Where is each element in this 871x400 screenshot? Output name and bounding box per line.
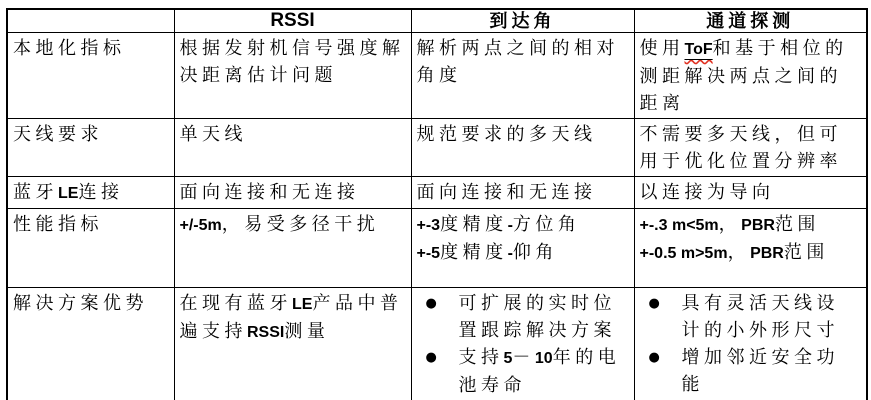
cell-text: 根据发射机信号强度解决距离估计问题 [179, 38, 405, 85]
advantage-list [640, 290, 862, 398]
bullet-icon: ● [648, 350, 660, 365]
table-row [7, 119, 867, 177]
table-cell [174, 288, 411, 400]
cell-text: 在现有蓝牙LE产品中普遍支持RSSI测量 [179, 293, 403, 341]
table-row [7, 177, 867, 209]
table-row [7, 33, 867, 119]
column-header-blank [7, 9, 174, 33]
spellchecked-word: ToF [684, 41, 713, 58]
table-cell [411, 119, 634, 177]
table-cell [411, 33, 634, 119]
table-cell [634, 177, 867, 209]
latin-text: 10 [534, 350, 553, 367]
cell-text: 面向连接和无连接 [179, 182, 360, 202]
bullet-icon: ● [425, 350, 437, 365]
row-label: 解决方案优势 [7, 288, 174, 400]
table-row [7, 209, 867, 288]
cell-text: +-.3 m<5m，PBR范围 [639, 214, 820, 234]
table-cell [174, 119, 411, 177]
list-item: ● 增加邻近安全功能 [640, 344, 862, 398]
bullet-icon: ● [648, 296, 660, 311]
cell-text: 以连接为导向 [639, 182, 775, 202]
cell-text: 单天线 [179, 124, 247, 144]
bullet-icon: ● [425, 296, 437, 311]
column-header-channel-sounding: 通道探测 [634, 9, 867, 33]
row-label: 蓝牙LE连接 [7, 177, 174, 209]
row-label: 天线要求 [7, 119, 174, 177]
row-label: 性能指标 [7, 209, 174, 288]
latin-text: - [507, 245, 513, 262]
latin-text: - [507, 217, 513, 234]
list-item: ● 具有灵活天线设计的小外形尺寸 [640, 290, 862, 344]
column-header-rssi: RSSI [174, 9, 411, 33]
advantage-list [417, 290, 629, 399]
table-cell [634, 33, 867, 119]
cell-text: 规范要求的多天线 [416, 124, 597, 144]
cell-text: 解析两点之间的相对角度 [416, 38, 619, 85]
cell-text: 不需要多天线，但可用于优化位置分辨率 [639, 124, 842, 171]
cell-text: +/-5m，易受多径干扰 [179, 214, 380, 234]
cell-text: +-3度精度-方位角 [416, 214, 581, 234]
table-cell [174, 209, 411, 288]
latin-text: LE [58, 185, 79, 202]
latin-text: +-0.5 m>5m [639, 245, 728, 262]
table-cell [634, 288, 867, 400]
latin-text: +-.3 m<5m [639, 217, 719, 234]
cell-text: +-0.5 m>5m，PBR范围 [639, 242, 829, 262]
latin-text: +-5 [416, 245, 441, 262]
table-body [7, 33, 867, 400]
table-cell [411, 209, 634, 288]
latin-text: +-3 [416, 217, 441, 234]
list-item: ● 可扩展的实时位置跟踪解决方案 [417, 290, 629, 344]
table-row [7, 288, 867, 400]
table-cell [174, 177, 411, 209]
latin-text: PBR [750, 245, 784, 262]
latin-text: 5 [503, 350, 513, 367]
latin-text: RSSI [247, 324, 285, 341]
row-label: 本地化指标 [7, 33, 174, 119]
column-header-aoa: 到达角 [411, 9, 634, 33]
table-cell [411, 177, 634, 209]
table-cell [634, 209, 867, 288]
cell-text: +-5度精度-仰角 [416, 242, 558, 262]
table-cell [174, 33, 411, 119]
latin-text: PBR [741, 217, 775, 234]
latin-text: LE [292, 296, 313, 313]
latin-text [685, 41, 713, 58]
table-cell [411, 288, 634, 400]
list-item: ● 支持5－10年的电池寿命 [417, 344, 629, 399]
table-cell [634, 119, 867, 177]
cell-text: 面向连接和无连接 [416, 182, 597, 202]
table-header-row [7, 9, 867, 33]
comparison-table [6, 8, 868, 400]
latin-text: +/-5m [179, 217, 222, 234]
cell-text: 使用ToF和基于相位的测距解决两点之间的距离 [639, 38, 848, 113]
